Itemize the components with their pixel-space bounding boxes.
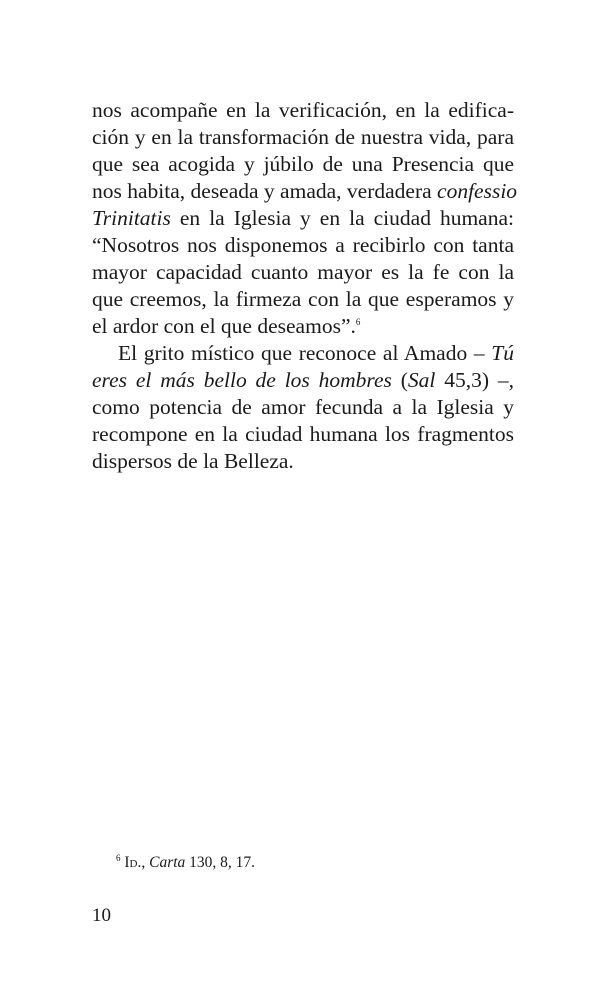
text-segment: ( <box>391 368 408 392</box>
footnote-separator: , <box>141 854 150 871</box>
italic-quote: eres el más bello de los hombres <box>92 368 392 392</box>
text-line: dispersos de la Belleza. <box>92 449 294 473</box>
text-line: como potencia de amor fecunda a la Iglesia y <box>92 395 514 419</box>
text-line: mayor capacidad cuanto mayor es la fe con la <box>92 260 514 284</box>
footnote-reference-text: 130, 8, 17. <box>185 854 256 871</box>
text-segment: El grito místico que reconoce al Amado – <box>118 341 492 365</box>
text-line: que sea acogida y júbilo de una Presencia que <box>92 152 514 176</box>
page-number: 10 <box>92 905 111 926</box>
footnote-number: 6 <box>116 853 121 863</box>
italic-latin-term: confessio <box>437 179 518 203</box>
footnote <box>116 853 255 872</box>
text-line: nos acompañe en la verificación, en la edifica- <box>92 98 514 122</box>
text-line <box>92 313 514 340</box>
text-line: “Nosotros nos disponemos a recibirlo con tanta <box>92 233 514 257</box>
paragraph-1 <box>92 97 518 340</box>
text-segment: en la Iglesia y en la ciudad humana: <box>170 206 514 230</box>
text-segment: 45,3) –, <box>435 368 514 392</box>
text-segment: el ardor con el que deseamos”. <box>92 314 356 338</box>
italic-citation: Sal <box>407 368 436 392</box>
text-segment: nos habita, deseada y amada, verdadera <box>92 179 438 203</box>
text-line <box>92 205 514 232</box>
footnote-reference[interactable]: 6 <box>355 317 361 327</box>
body-text <box>92 97 518 475</box>
paragraph-2 <box>92 340 514 475</box>
footnote-work: Carta <box>149 854 186 871</box>
text-line: que creemos, la firmeza con la que esperamos y <box>92 287 514 311</box>
text-line <box>92 340 514 367</box>
footnote-author: Id. <box>124 854 142 871</box>
italic-quote: Tú <box>491 341 514 365</box>
text-line <box>92 178 518 205</box>
text-line <box>92 367 514 394</box>
italic-latin-term: Trinitatis <box>92 206 171 230</box>
text-line: ción y en la transformación de nuestra vida, para <box>92 125 514 149</box>
text-line: recompone en la ciudad humana los fragmentos <box>92 422 514 446</box>
